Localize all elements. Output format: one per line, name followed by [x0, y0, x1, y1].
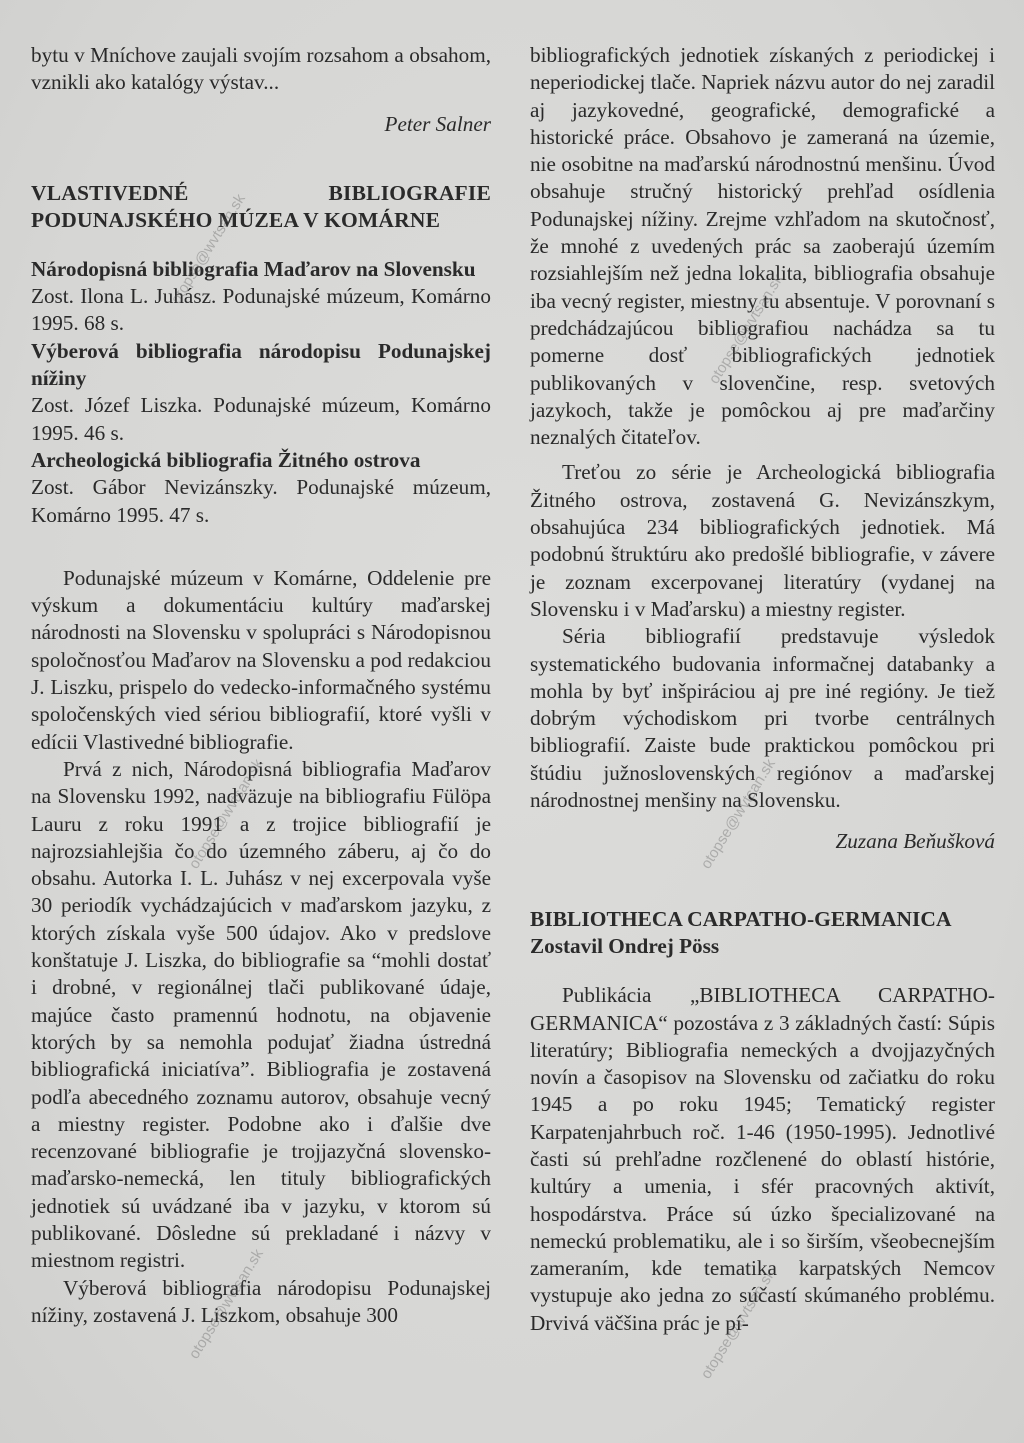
entry-title: Národopisná bibliografia Maďarov na Slovensku — [31, 256, 476, 281]
watermark-text: otopse@wvtsan.sk — [185, 1246, 267, 1362]
section-title-bibliotheca: BIBLIOTHECA CARPATHO-GERMANICA — [530, 906, 952, 931]
intro-text: bytu v Mníchove zaujali svojím rozsahom a obsahom, vznikli ako katalógy výstav... — [31, 43, 491, 95]
watermark-text: otopse@wvtsan.sk — [705, 271, 787, 387]
right-column — [530, 42, 995, 1337]
entry-details: Zost. Józef Liszka. Podunajské múzeum, Komárno 1995. 46 s. — [31, 393, 491, 445]
entry-details: Zost. Ilona L. Juhász. Podunajské múzeum, Komárno 1995. 68 s. — [31, 284, 491, 336]
body-paragraph: Prvá z nich, Národopisná bibliografia Maďarov na Slovensku 1992, nadväzuje na bibliografiu Fülöpa Lauru z roku 1991 a z trojice bibliografií je najrozsiahlejšia čo do územného záberu, aj čo do obsahu. Autorka I. L. Juhász v nej excerpovala vyše 30 periodík vychádzajúcich v maďarskom jazyku, z ktorých získala vyše 500 údajov. Ako v predslove konštatuje J. Liszka, do bibliografie sa “mohli dostať i drobné, v regionálnej tlači publikované údaje, majúce často pramennú hodnotu, na objavenie ktorých by sa nemohla podujať žiadna ústredná bibliografická iniciatíva”. Bibliografia je zostavená podľa abecedného zoznamu autorov, obsahuje vecný a miestny register. Podobne ako i ďalšie dve recenzované bibliografie je trojjazyčná slovensko-maďarsko-nemecká, len tituly bibliografických jednotiek sú uvádzané iba v jazyku, v ktorom sú publikované. Dôsledne sú prekladané i názvy v miestnom registri. — [31, 756, 491, 1273]
body-paragraph: Treťou zo série je Archeologická bibliografia Žitného ostrova, zostavená G. Nevizánszkym, obsahujúca 234 bibliografických jednotiek. Má podobnú štruktúru ako predošlé bibliografie, v závere je zoznam excerpovanej literatúry (vydanej na Slovensku i v Maďarsku) a miestny register. — [530, 460, 995, 621]
watermark-text: otopse@wvtsan.sk — [185, 756, 267, 872]
signature-zuzana-benuskova: Zuzana Beňušková — [835, 829, 995, 854]
body-paragraph: Výberová bibliografia národopisu Podunajskej nížiny, zostavená J. Liszkom, obsahuje 300 — [31, 1275, 491, 1327]
section-subtitle: Zostavil Ondrej Pöss — [530, 933, 720, 958]
body-paragraph: Séria bibliografií predstavuje výsledok systematického budovania informačnej databanky a mohla by byť inšpiráciou aj pre iné regióny. Je tiež dobrým východiskom pri tvorbe centrálnych bibliografií. Zaiste bude praktickou pomôckou pri štúdiu južnoslovenských regiónov a maďarskej národnostnej menšiny na Slovensku. — [530, 624, 995, 813]
body-paragraph: Podunajské múzeum v Komárne, Oddelenie pre výskum a dokumentáciu kultúry maďarskej národnosti na Slovensku v spolupráci s Národopisnou spoločnosťou Maďarov na Slovensku a pod redakciou J. Liszku, prispelo do vedecko-informačného systému spoločenských vied sériou bibliografií, ktoré vyšli v edícii Vlastivedné bibliografie. — [31, 565, 491, 754]
body-paragraph: bibliografických jednotiek získaných z periodickej i neperiodickej tlače. Napriek názvu autor do nej zaradil aj jazykovedné, geografické, demografické a historické práce. Obsahovo je zameraná na územie, nie osobitne na maďarskú národnostnú menšinu. Úvod obsahuje stručný historický prehľad osídlenia Podunajskej nížiny. Zrejme vzhľadom na skutočnosť, že mnohé z uvedených prác sa zaoberajú územím rozsiahlejším než jedna lokalita, bibliografia obsahuje iba vecný register, miestny tu absentuje. V porovnaní s predchádzajúcou bibliografiou nachádza sa tu pomerne dosť bibliografických jednotiek publikovaných v slovenčine, resp. svetových jazykoch, takže je pomôckou aj pre maďarčiny neznalých čitateľov. — [530, 43, 995, 450]
bibliography-entry — [31, 338, 491, 447]
watermark-text: otopse@wvtsan.sk — [167, 191, 249, 307]
entry-details: Zost. Gábor Nevizánszky. Podunajské múzeum, Komárno 1995. 47 s. — [31, 475, 491, 527]
entry-title: Výberová bibliografia národopisu Podunajskej nížiny — [31, 338, 491, 391]
body-paragraph: Publikácia „BIBLIOTHECA CARPATHO-GERMANICA“ pozostáva z 3 základných častí: Súpis literatúry; Bibliografia nemeckých a dvojjazyčných novín a časopisov na Slovensku od začiatku do roku 1945 a po roku 1945; Tematický register Karpatenjahrbuch roč. 1-46 (1950-1995). Jednotlivé časti sú prehľadne rozčlenené do oblastí histórie, kultúry a umenia, i sfér pracovných aktivít, hospodárstva. Práce sú úzko špecializované na nemeckú problematiku, ale i so širším, všeobecnejším zameraním, kde tematika karpatských Nemcov vystupuje ako jedna zo súčastí skúmaného problému. Drvivá väčšina prác je pí- — [530, 983, 995, 1335]
section-title-vlastivedne: VLASTIVEDNÉ BIBLIOGRAFIE PODUNAJSKÉHO MÚZEA V KOMÁRNE — [31, 180, 491, 232]
left-column — [31, 42, 491, 1329]
bibliography-entry — [31, 447, 491, 529]
bibliography-entry — [31, 256, 491, 338]
signature-peter-salner: Peter Salner — [384, 111, 491, 136]
entry-title: Archeologická bibliografia Žitného ostrova — [31, 447, 421, 472]
watermark-text: otopse@wvtsan.sk — [697, 1266, 779, 1382]
watermark-text: otopse@wvtsan.sk — [697, 756, 779, 872]
